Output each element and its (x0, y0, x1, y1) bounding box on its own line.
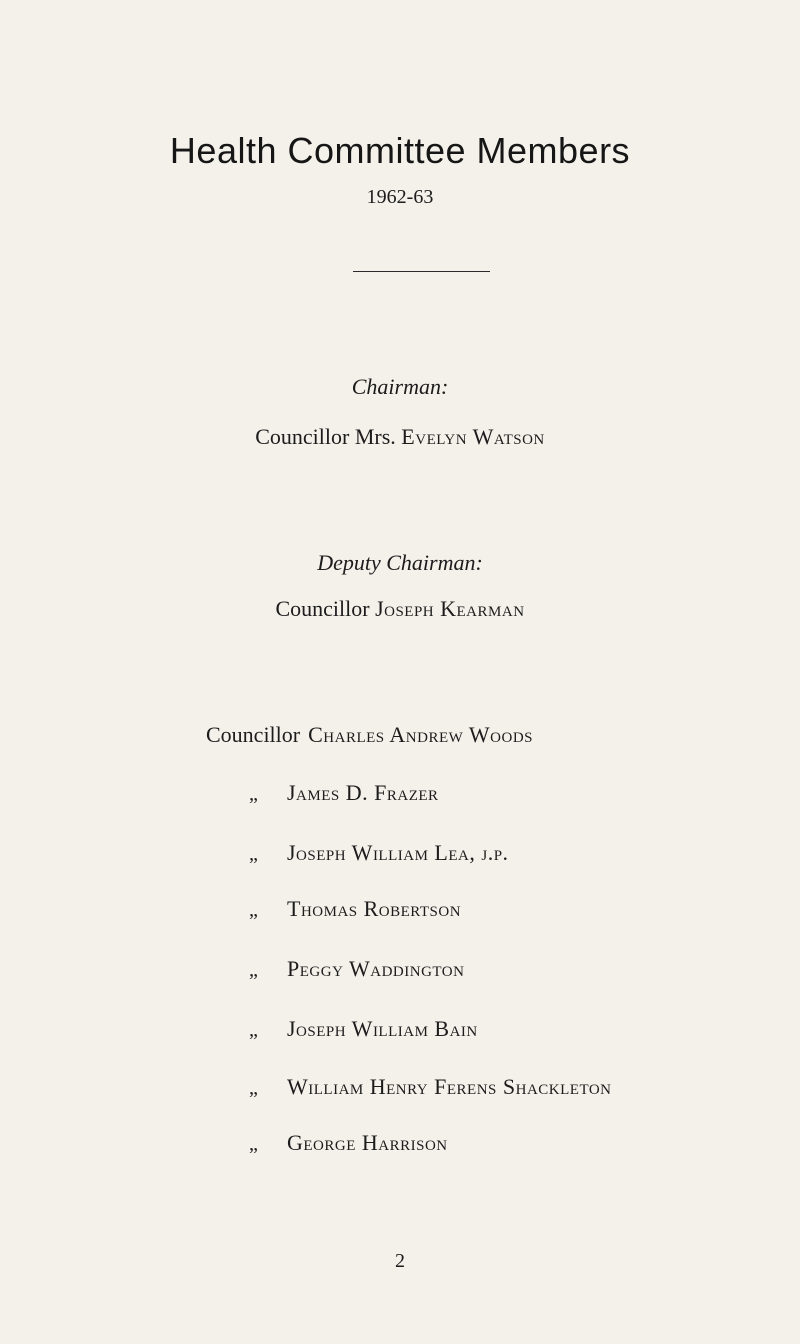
ditto-mark: „ (249, 899, 258, 921)
member-name: George Harrison (287, 1130, 448, 1155)
member-lead-entry (206, 722, 766, 752)
member-name: James D. Frazer (287, 780, 439, 805)
member-lead-name: Charles Andrew Woods (308, 722, 533, 747)
term-year: 1962-63 (366, 186, 434, 208)
ditto-mark: „ (249, 959, 258, 981)
ditto-mark: „ (249, 843, 258, 865)
member-name: William Henry Ferens Shackleton (287, 1074, 612, 1099)
deputy-chairman-name: Joseph Kearman (375, 596, 525, 621)
list-item (206, 840, 509, 870)
member-name: Thomas Robertson (287, 896, 462, 921)
list-item (206, 896, 461, 926)
page-title: Health Committee Members (169, 130, 631, 171)
member-name: Peggy Waddington (287, 956, 465, 981)
member-name: Joseph William Bain (287, 1016, 478, 1041)
deputy-chairman-entry (0, 596, 800, 622)
ditto-mark: „ (249, 1133, 258, 1155)
member-lead-prefix: Councillor (206, 722, 301, 747)
members-list (206, 722, 766, 1155)
chairman-prefix: Councillor Mrs. (255, 424, 396, 449)
ditto-mark: „ (249, 1077, 258, 1099)
list-item (206, 1016, 478, 1046)
deputy-chairman-label: Deputy Chairman: (317, 550, 483, 575)
page-number: 2 (395, 1250, 405, 1272)
chairman-name: Evelyn Watson (401, 424, 545, 449)
deputy-chairman-prefix: Councillor (275, 596, 370, 621)
ditto-mark: „ (249, 783, 258, 805)
list-item (206, 1130, 448, 1160)
list-item (206, 1074, 612, 1104)
chairman-entry (0, 424, 800, 450)
list-item (206, 780, 439, 810)
ditto-mark: „ (249, 1019, 258, 1041)
chairman-label: Chairman: (351, 374, 449, 399)
member-name: Joseph William Lea, j.p. (287, 840, 509, 865)
list-item (206, 956, 464, 986)
divider-rule (353, 271, 490, 272)
